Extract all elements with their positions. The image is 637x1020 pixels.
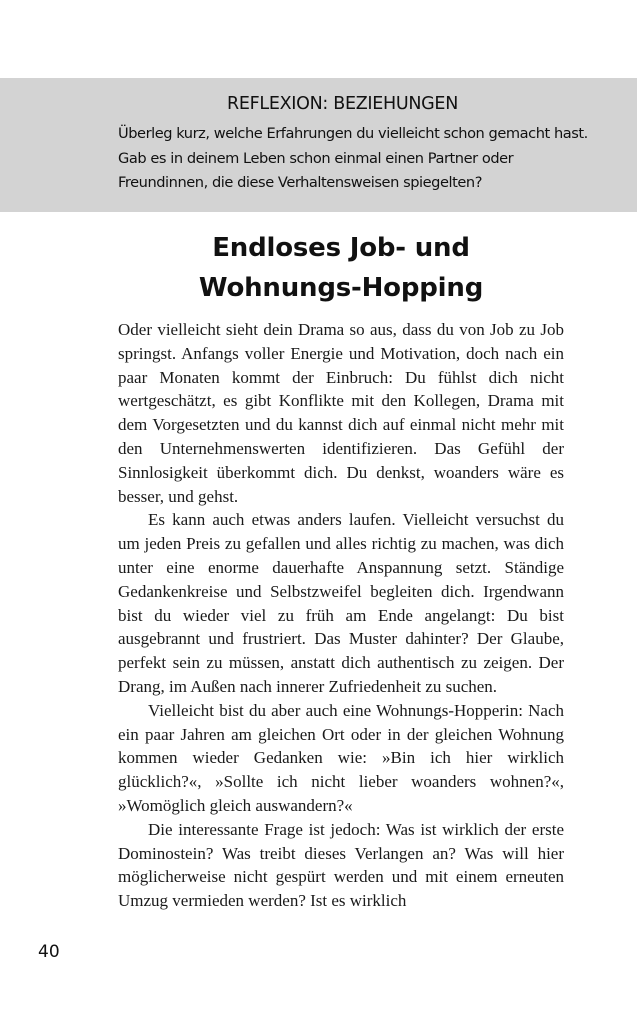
paragraph-2: Es kann auch etwas anders laufen. Vielleicht versuchst du um jeden Preis zu gefallen und alles richtig zu machen, was dich unter eine enorme dauerhafte Anspannung setzt. Ständige Gedankenkreise und Selbstzweifel begleiten dich. Irgendwann bist du wieder viel zu früh am Ende angelangt: Du bist ausgebrannt und frustriert. Das Muster dahinter? Der Glaube, perfekt sein zu müssen, anstatt dich authentisch zu zeigen. Der Drang, im Außen nach innerer Zufriedenheit zu suchen. — [118, 510, 564, 696]
chapter-title — [118, 228, 564, 308]
reflexion-text: Überleg kurz, welche Erfahrungen du vielleicht schon gemacht hast. Gab es in deinem Leben schon einmal einen Partner oder Freundinnen, die diese Verhaltensweisen spiegelten? — [118, 125, 588, 191]
page-number: 40 — [38, 942, 60, 962]
chapter-title-line-1: Endloses Job- und — [212, 233, 470, 263]
reflexion-box — [0, 78, 637, 212]
reflexion-title: REFLEXION: BEZIEHUNGEN — [226, 94, 458, 114]
paragraph-1: Oder vielleicht sieht dein Drama so aus, dass du von Job zu Job springst. Anfangs voller Energie und Motivation, doch nach ein paar Monaten kommt der Einbruch: Du fühlst dich nicht wertgeschätzt, es gibt Konflikte mit den Kollegen, Drama mit dem Vorgesetzten und du kannst dich auf einmal nicht mehr mit den Unternehmenswerten identifizieren. Das Gefühl der Sinnlosigkeit überkommt dich. Du denkst, woanders wäre es besser, und gehst. — [118, 320, 564, 506]
body-text — [118, 318, 564, 913]
paragraph-4: Die interessante Frage ist jedoch: Was ist wirklich der erste Dominostein? Was treibt dieses Verlangen an? Was will hier möglicherweise nicht gespürt werden und mit einem erneuten Umzug vermieden werden? Ist es wirklich — [118, 819, 564, 911]
chapter-title-line-2: Wohnungs-Hopping — [198, 273, 484, 303]
paragraph-3: Vielleicht bist du aber auch eine Wohnungs-Hopperin: Nach ein paar Jahren am gleichen Ort oder in der gleichen Wohnung kommen wieder Gedanken wie: »Bin ich hier wirklich glücklich?«, »Sollte ich nicht lieber woanders wohnen?«, »Womöglich gleich auswandern?« — [118, 700, 564, 815]
